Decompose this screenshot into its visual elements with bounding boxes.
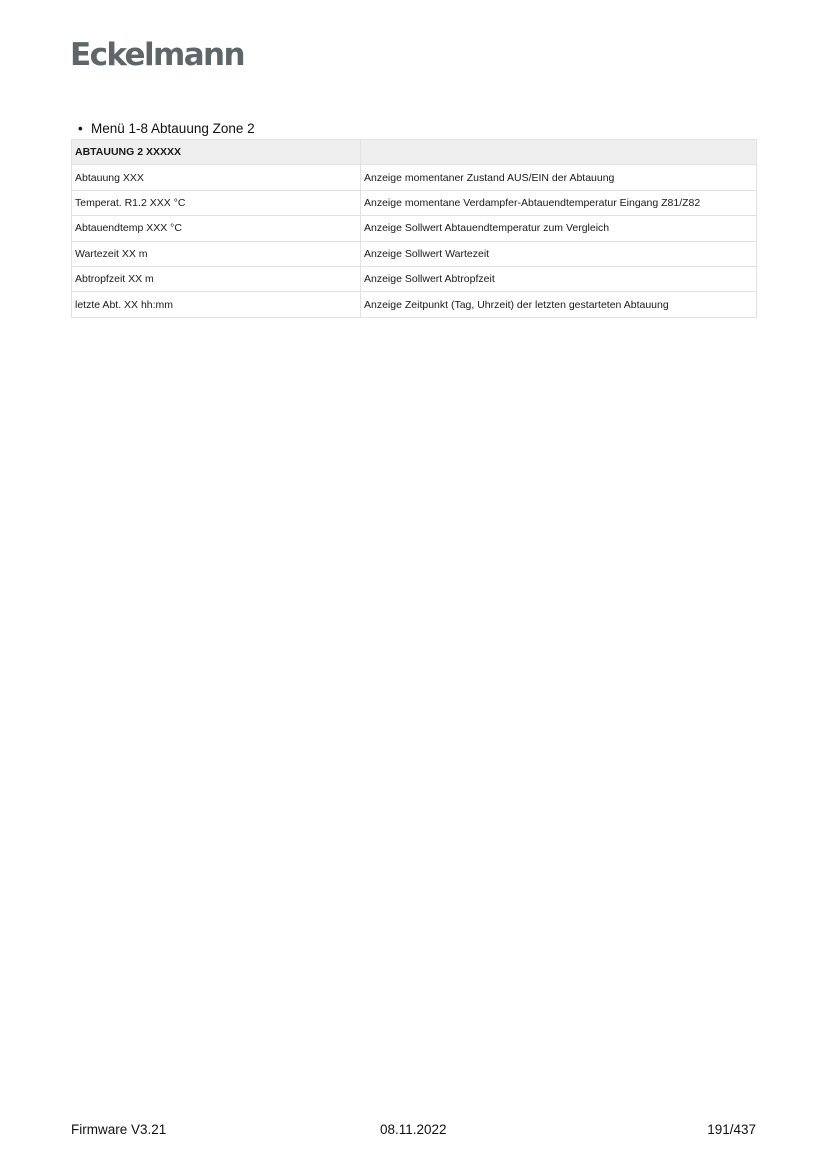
table-cell-parameter: letzte Abt. XX hh:mm (72, 292, 361, 317)
table-cell-description: Anzeige Sollwert Abtropfzeit (361, 266, 757, 291)
table-cell-description: Anzeige Sollwert Wartezeit (361, 241, 757, 266)
table-cell-description: Anzeige Zeitpunkt (Tag, Uhrzeit) der letzten gestarteten Abtauung (361, 292, 757, 317)
table-row (72, 216, 757, 241)
table-header-row (72, 140, 757, 165)
footer-firmware-version: Firmware V3.21 (71, 1122, 167, 1137)
table-cell-parameter: Abtauendtemp XXX °C (72, 216, 361, 241)
menu-table (71, 139, 757, 318)
table-cell-parameter: Wartezeit XX m (72, 241, 361, 266)
table-cell-description: Anzeige momentane Verdampfer-Abtauendtemperatur Eingang Z81/Z82 (361, 190, 757, 215)
section-heading (78, 121, 255, 137)
table-cell-parameter: Temperat. R1.2 XXX °C (72, 190, 361, 215)
table-header-cell: ABTAUUNG 2 XXXXX (72, 140, 361, 165)
section-title: Menü 1-8 Abtauung Zone 2 (91, 121, 255, 136)
table-cell-description: Anzeige momentaner Zustand AUS/EIN der Abtauung (361, 165, 757, 190)
table-cell-parameter: Abtropfzeit XX m (72, 266, 361, 291)
table-row (72, 165, 757, 190)
table-row (72, 190, 757, 215)
company-logo: Eckelmann (70, 37, 244, 73)
table-cell-parameter: Abtauung XXX (72, 165, 361, 190)
table-row (72, 292, 757, 317)
table-row (72, 241, 757, 266)
bullet-marker: • (78, 121, 83, 136)
footer-page-number: 191/437 (707, 1122, 756, 1137)
table-cell-description: Anzeige Sollwert Abtauendtemperatur zum Vergleich (361, 216, 757, 241)
table-header-cell (361, 140, 757, 165)
table-row (72, 266, 757, 291)
footer-date: 08.11.2022 (380, 1122, 447, 1137)
